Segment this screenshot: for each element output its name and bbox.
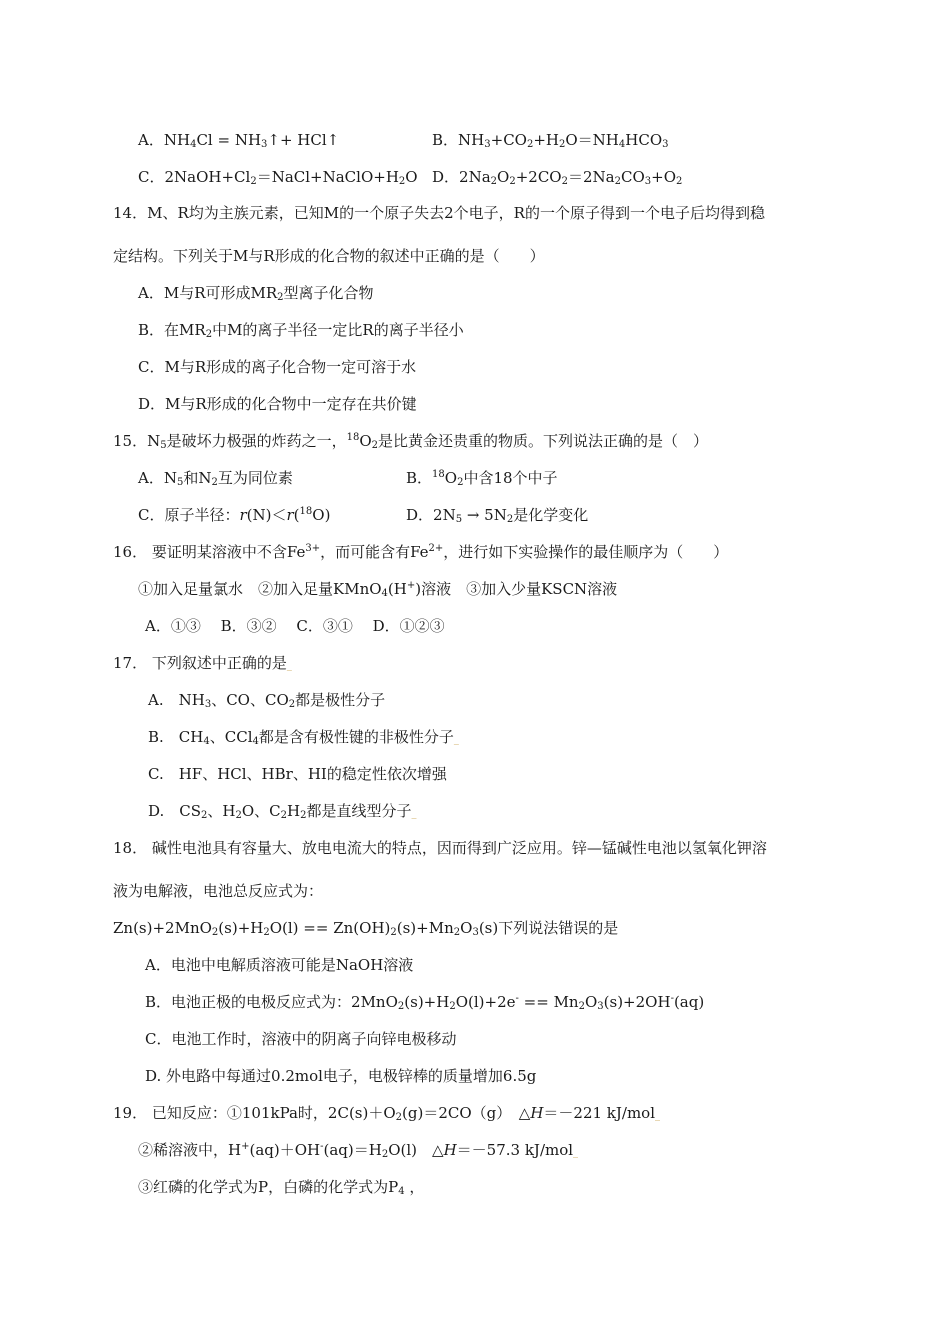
q13-option-c: C．$2NaOH+Cl_2=NaCl+NaClO+H_2O$	[138, 168, 418, 187]
q16-choices: A．①③ B．③② C．③① D．①②③	[145, 617, 445, 635]
edit-mark-icon: _	[411, 808, 417, 819]
q14-option-b: B．在$MR_2$中M的离子半径一定比R的离子半径小	[138, 321, 464, 340]
q19-reaction-3: ③红磷的化学式为P，白磷的化学式为$P_4$ ，	[138, 1178, 425, 1197]
q14-option-c: C．M与R形成的离子化合物一定可溶于水	[138, 358, 417, 376]
q18-option-d: D. 外电路中每通过0.2mol电子，电极锌棒的质量增加6.5g	[145, 1067, 537, 1085]
edit-mark-icon: _	[655, 1110, 661, 1121]
q14-stem-line2: 定结构。下列关于M与R形成的化合物的叙述中正确的是（ ）	[113, 247, 545, 265]
q18-option-a: A．电池中电解质溶液可能是NaOH溶液	[145, 956, 414, 974]
edit-mark-icon: _	[573, 1147, 579, 1158]
edit-mark-icon: _	[453, 734, 459, 745]
q18-equation: $Zn(s)+2MnO_2(s)+H_2O(l) == Zn(OH)_2(s)+Mn_2O_3(s)$下列说法错误的是	[113, 919, 619, 938]
q17-option-d: D. $CS_2$、$H_2O$、$C_2H_2$都是直线型分子_	[148, 802, 417, 821]
q18-stem-line2: 液为电解液，电池总反应式为：	[113, 882, 324, 900]
q16-operations: ①加入足量氯水 ②加入足量KMnO$_4$(H+)溶液 ③加入少量KSCN溶液	[138, 580, 618, 599]
q17-option-b: B. $CH_4$、CCl$_4$都是含有极性键的非极性分子_	[148, 728, 459, 747]
q19-reaction-1: 19． 已知反应：①101kPa时，$2C(s)+O_2(g)=2CO(g)$ △H＝－221 kJ/mol_	[113, 1104, 661, 1123]
q16-stem: 16． 要证明某溶液中不含$Fe^{3+}$，而可能含有$Fe^{2+}$，进行如下实验操作的最佳顺序为（ ）	[113, 543, 729, 561]
q18-option-c: C．电池工作时，溶液中的阴离子向锌电极移动	[145, 1030, 457, 1048]
q15-option-c: C．原子半径：r(N)＜r($^{18}$O)	[138, 506, 331, 524]
q15-option-b: B．$^{18}O_2$中含18个中子	[406, 469, 558, 488]
q17-option-c: C. HF、HCl、HBr、HI的稳定性依次增强	[148, 765, 447, 783]
q17-stem: 17． 下列叙述中正确的是_	[113, 654, 292, 672]
q14-option-a: A．M与R可形成$MR_2$型离子化合物	[138, 284, 374, 303]
q18-option-b: B．电池正极的电极反应式为：$2MnO_2(s)+H_2O(l)+2e^- == Mn_2O_3(s)+2OH^-(aq)$	[145, 993, 705, 1012]
q19-reaction-2: ②稀溶液中，$H^+(aq)+OH^-(aq)=H_2O(l)$ △H＝－57.3 kJ/mol_	[138, 1141, 579, 1160]
q14-stem-line1: 14．M、R均为主族元素，已知M的一个原子失去2个电子，R的一个原子得到一个电子后均得到稳	[113, 204, 765, 222]
q13-option-a: A．$NH_4Cl$ = $NH_3↑+$ HCl↑	[138, 131, 340, 150]
q13-option-d: D．$2Na_2O_2+2CO_2=2Na_2CO_3+O_2$	[432, 168, 683, 187]
q13-option-b: B．$NH_3+CO_2+H_2O=NH_4HCO_3$	[432, 131, 669, 150]
q15-option-d: D．$2N_5 \to 5N_2$是化学变化	[406, 506, 589, 525]
q17-option-a: A. $NH_3$、CO、$CO_2$都是极性分子	[148, 691, 386, 710]
edit-mark-icon: _	[286, 660, 292, 671]
q15-option-a: A．$N_5$和$N_2$互为同位素	[138, 469, 293, 488]
q18-stem-line1: 18． 碱性电池具有容量大、放电电流大的特点，因而得到广泛应用。锌—锰碱性电池以氢氧化钾溶	[113, 839, 767, 857]
q14-option-d: D．M与R形成的化合物中一定存在共价键	[138, 395, 417, 413]
q15-stem: 15．$N_5$是破坏力极强的炸药之一，$^{18}O_2$是比黄金还贵重的物质。下列说法正确的是（ ）	[113, 432, 709, 451]
